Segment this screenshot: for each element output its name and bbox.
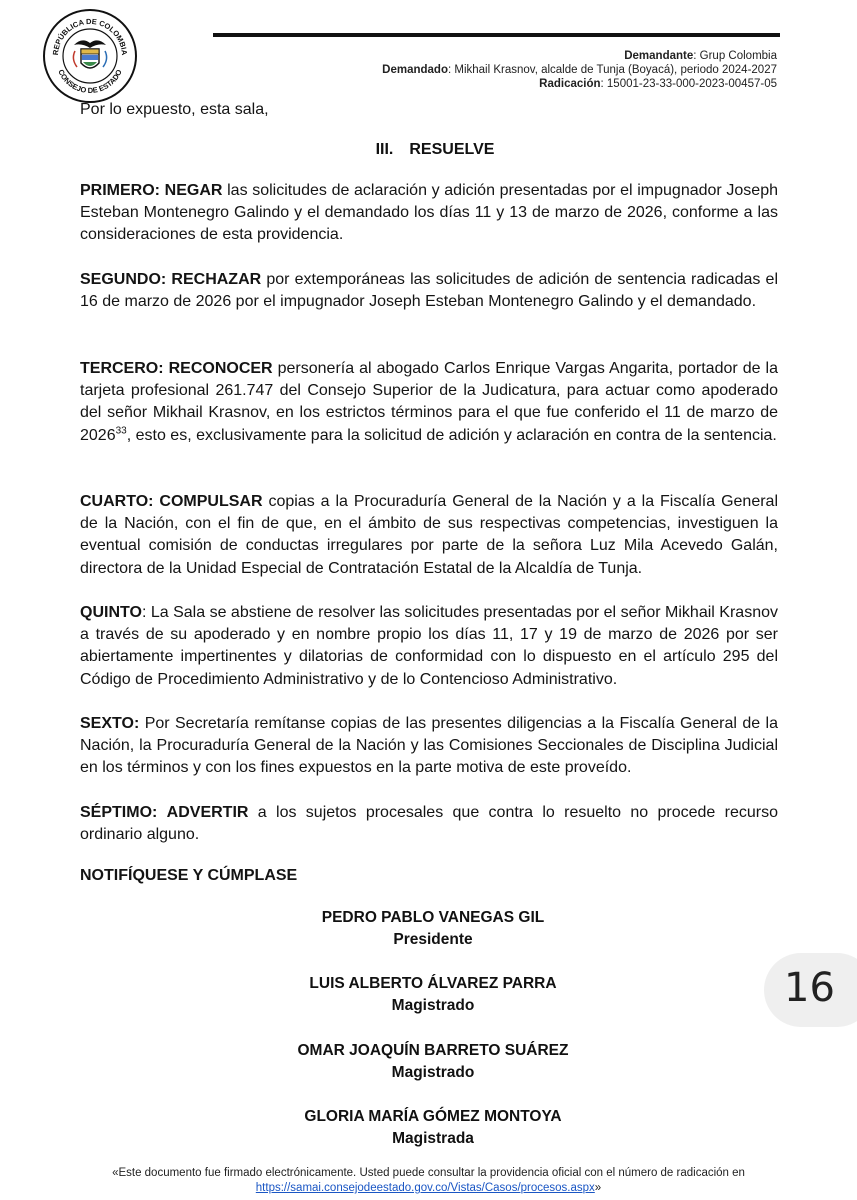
resolution-quinto: QUINTO: La Sala se abstiene de resolver las solicitudes presentadas por el señor Mikhail Krasnov a través de su apoderado y en nombre propio los días 11, 17 y 19 de marzo de 2026 por ser abiertamente impertinentes y dilatorias de conformidad con lo dispuesto en el artículo 295 del Código de Procedimiento Administrativo y de lo Contencioso Administrativo. bbox=[80, 604, 778, 688]
signatory-role: Presidente bbox=[393, 931, 473, 948]
signatory-name: GLORIA MARÍA GÓMEZ MONTOYA bbox=[304, 1108, 562, 1125]
signatory-name: LUIS ALBERTO ÁLVAREZ PARRA bbox=[309, 975, 557, 992]
intro-paragraph: Por lo expuesto, esta sala, bbox=[80, 101, 269, 118]
svg-text:CONSEJO DE ESTADO: CONSEJO DE ESTADO bbox=[56, 68, 124, 96]
demandante-line: Demandante: Grup Colombia bbox=[624, 50, 777, 62]
resolution-sexto: SEXTO: Por Secretaría remítanse copias de las presentes diligencias a la Fiscalía General de la Nación, la Procuraduría General de la Nación y las Comisiones Seccionales de Disciplina Judicial en los términos y con los fines expuestos en la parte motiva de este proveído. bbox=[80, 715, 778, 777]
case-header bbox=[382, 49, 777, 91]
consejo-de-estado-seal bbox=[41, 7, 139, 105]
signatory-role: Magistrado bbox=[391, 997, 475, 1014]
signatory-2 bbox=[80, 973, 778, 1017]
signatory-1 bbox=[80, 907, 778, 951]
demandado-line: Demandado: Mikhail Krasnov, alcalde de Tunja (Boyacá), periodo 2024-2027 bbox=[382, 64, 777, 76]
footnote-ref: 33 bbox=[115, 425, 127, 437]
signatory-name: PEDRO PABLO VANEGAS GIL bbox=[321, 909, 545, 926]
resolution-primero: PRIMERO: NEGAR las solicitudes de aclaración y adición presentadas por el impugnador Joseph Esteban Montenegro Galindo y el demandado los días 11 y 13 de marzo de 2026, conforme a las consideraciones de esta providencia. bbox=[80, 182, 779, 244]
signatory-3 bbox=[80, 1040, 778, 1084]
signatory-name: OMAR JOAQUÍN BARRETO SUÁREZ bbox=[297, 1042, 569, 1059]
resolution-cuarto: CUARTO: COMPULSAR copias a la Procuraduría General de la Nación y a la Fiscalía General de la Nación, con el fin de que, en el ámbito de sus respectivas competencias, investiguen la eventual comisión de conductas irregulares por parte de la señora Luz Mila Acevedo Galán, directora de la Unidad Especial de Contratación Estatal de la Alcaldía de Tunja. bbox=[80, 493, 778, 577]
footer-notice: «Este documento fue firmado electrónicamente. Usted puede consultar la providencia oficial con el número de radicación en bbox=[112, 1167, 745, 1179]
header-rule bbox=[213, 33, 780, 37]
svg-text:REPÚBLICA DE COLOMBIA: REPÚBLICA DE COLOMBIA bbox=[50, 16, 130, 56]
samai-link[interactable]: https://samai.consejodeestado.gov.co/Vistas/Casos/procesos.aspx bbox=[255, 1182, 595, 1194]
signatory-role: Magistrado bbox=[391, 1064, 475, 1081]
radicacion-line: Radicación: 15001-23-33-000-2023-00457-05 bbox=[539, 78, 777, 90]
signatory-role: Magistrada bbox=[392, 1130, 474, 1147]
closing-formula: NOTIFÍQUESE Y CÚMPLASE bbox=[80, 867, 298, 884]
page-number-badge bbox=[764, 953, 857, 1027]
signatory-4 bbox=[80, 1106, 778, 1150]
electronic-signature-footer: «Este documento fue firmado electrónicamente. Usted puede consultar la providencia oficial con el número de radicación en https://samai.consejodeestado.gov.co/Vistas/Casos/procesos.aspx» bbox=[60, 1166, 797, 1196]
page-number: 16 bbox=[784, 965, 835, 1011]
section-heading: III. RESUELVE bbox=[375, 141, 495, 158]
resolution-septimo: SÉPTIMO: ADVERTIR a los sujetos procesales que contra lo resuelto no procede recurso ordinario alguno. bbox=[80, 804, 778, 844]
resolution-segundo: SEGUNDO: RECHAZAR por extemporáneas las solicitudes de adición de sentencia radicadas el 16 de marzo de 2026 por el impugnador Joseph Esteban Montenegro Galindo y el demandado. bbox=[80, 271, 779, 311]
resolution-tercero: TERCERO: RECONOCER personería al abogado Carlos Enrique Vargas Angarita, portador de la tarjeta profesional 261.747 del Consejo Superior de la Judicatura, para actuar como apoderado del señor Mikhail Krasnov, en los estrictos términos para el que fue conferido el 11 de marzo de 2026$^{33}$, esto es, exclusivamente para la solicitud de adición y aclaración en contra de la sentencia. bbox=[80, 360, 778, 444]
